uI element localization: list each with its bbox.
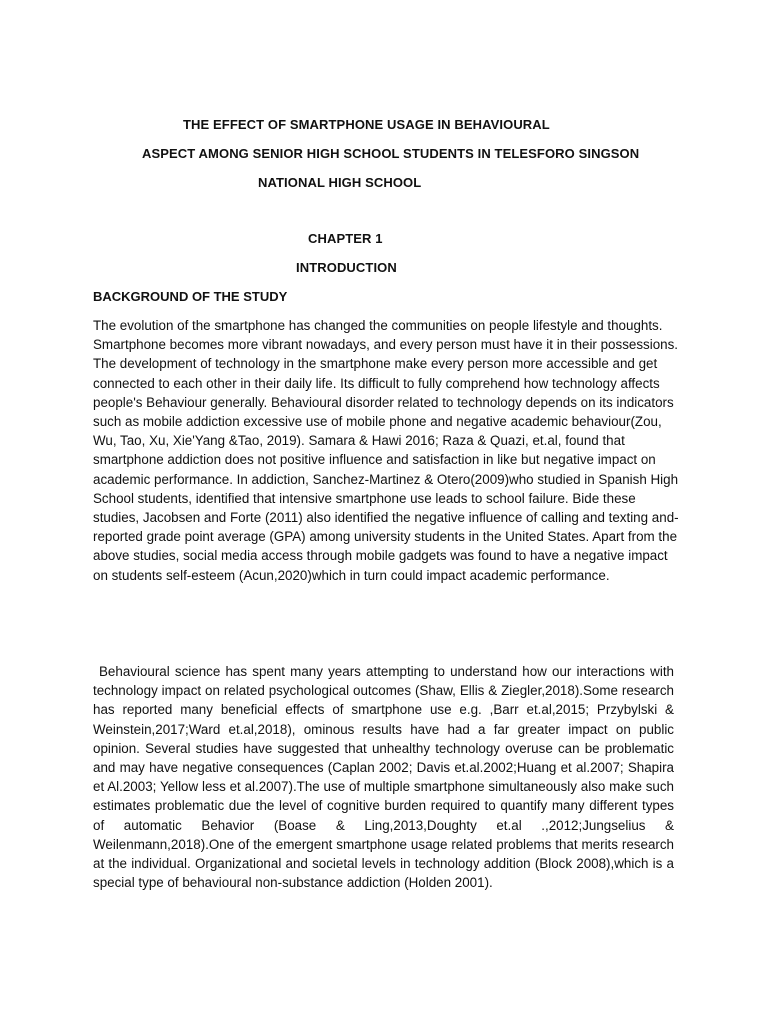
document-title-line-2: ASPECT AMONG SENIOR HIGH SCHOOL STUDENTS IN TELESFORO SINGSON [142, 146, 640, 161]
document-title-line-1: THE EFFECT OF SMARTPHONE USAGE IN BEHAVIOURAL [183, 117, 550, 132]
section-heading: BACKGROUND OF THE STUDY [93, 289, 288, 304]
document-title-line-3: NATIONAL HIGH SCHOOL [258, 175, 422, 190]
chapter-heading: INTRODUCTION [296, 260, 397, 275]
chapter-label: CHAPTER 1 [308, 231, 383, 246]
body-paragraph-1: The evolution of the smartphone has changed the communities on people lifestyle and thoughts. Smartphone becomes more vibrant nowadays, and every person must have it in their possessions. The development of technology in the smartphone make every person more accessible and get connected to each other in their daily life. Its difficult to fully comprehend how technology affects people's Behaviour generally. Behavioural disorder related to technology depends on its indicators such as mobile addiction excessive use of mobile phone and negative academic behaviour(Zou, Wu, Tao, Xu, Xie'Yang &Tao, 2019). Samara & Hawi 2016; Raza & Quazi, et.al, found that smartphone addiction does not positive influence and satisfaction in like but negative impact on academic performance. In addiction, Sanchez-Martinez & Otero(2009)who studied in Spanish High School students, identified that intensive smartphone use leads to school failure. Bide these studies, Jacobsen and Forte (2011) also identified the negative influence of calling and texting and-reported grade point average (GPA) among university students in the United States. Apart from the above studies, social media access through mobile gadgets was found to have a negative impact on students self-esteem (Acun,2020)which in turn could impact academic performance. [93, 318, 679, 583]
body-paragraph-2: Behavioural science has spent many years attempting to understand how our interactions with technology impact on related psychological outcomes (Shaw, Ellis & Ziegler,2018).Some research has reported many beneficial effects of smartphone use e.g. ,Barr et.al,2015; Przybylski & Weinstein,2017;Ward et.al,2018), ominous results have had a far greater impact on public opinion. Several studies have suggested that unhealthy technology overuse can be problematic and may have negative consequences (Caplan 2002; Davis et.al.2002;Huang et al.2007; Shapira et Al.2003; Yellow less et al.2007).The use of multiple smartphone simultaneously also make such estimates problematic due the level of cognitive burden required to quantify many different types of automatic Behavior (Boase & Ling,2013,Doughty et.al .,2012;Jungselius & Weilenmann,2018).One of the emergent smartphone usage related problems that merits research at the individual. Organizational and societal levels in technology addition (Block 2008),which is a special type of behavioural non-substance addiction (Holden 2001). [93, 664, 674, 891]
